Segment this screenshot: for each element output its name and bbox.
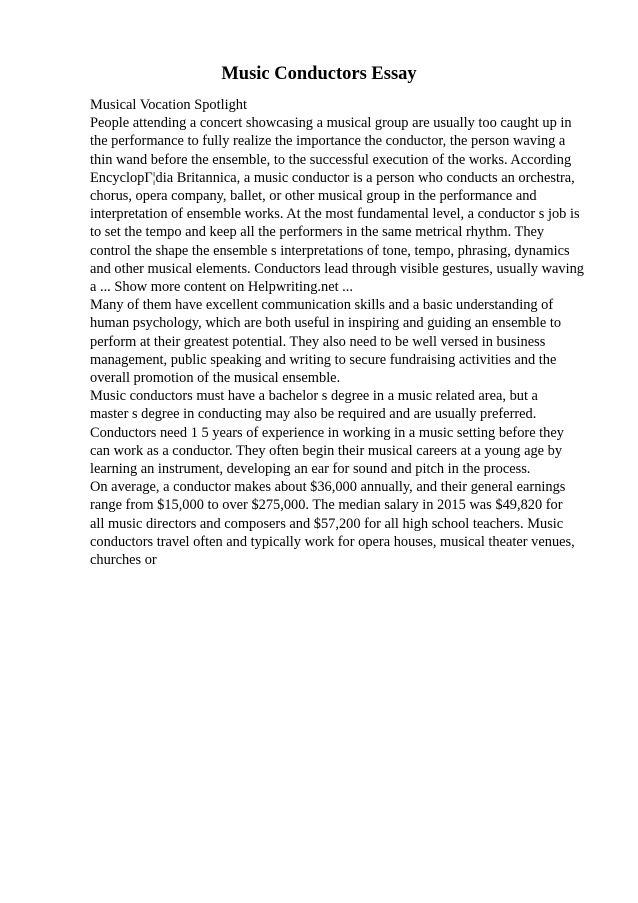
body-line: range from $15,000 to over $275,000. The median salary in 2015 was $49,820 for (90, 497, 563, 514)
body-line: EncyclopГ¦dia Britannica, a music conductor is a person who conducts an orchestra, (90, 169, 575, 186)
body-line: On average, a conductor makes about $36,000 annually, and their general earnings (90, 479, 566, 496)
body-line: overall promotion of the musical ensemble. (90, 370, 341, 387)
body-line: all music directors and composers and $57,200 for all high school teachers. Music (90, 515, 564, 532)
body-line: can work as a conductor. They often begin their musical careers at a young age by (90, 442, 563, 459)
body-line: thin wand before the ensemble, to the successful execution of the works. According (90, 151, 572, 168)
document-title: Music Conductors Essay (221, 64, 417, 84)
body-line: Many of them have excellent communication skills and a basic understanding of (90, 297, 554, 314)
body-line: control the shape the ensemble s interpretations of tone, tempo, phrasing, dynamics (90, 242, 570, 259)
body-line: Conductors need 1 5 years of experience in working in a music setting before they (90, 424, 564, 441)
body-line: to set the tempo and keep all the performers in the same metrical rhythm. They (90, 224, 545, 241)
body-line: human psychology, which are both useful in inspiring and guiding an ensemble to (90, 315, 562, 332)
body-line: a ... Show more content on Helpwriting.net ... (90, 279, 353, 296)
body-line: master s degree in conducting may also be required and are usually preferred. (90, 406, 537, 423)
body-line: churches or (90, 552, 157, 569)
body-line: chorus, opera company, ballet, or other musical group in the performance and (90, 188, 537, 205)
body-line: Musical Vocation Spotlight (90, 97, 247, 113)
body-line: perform at their greatest potential. They also need to be well versed in business (90, 333, 546, 350)
body-line: and other musical elements. Conductors lead through visible gestures, usually waving (90, 260, 584, 277)
body-line: People attending a concert showcasing a musical group are usually too caught up in (90, 115, 572, 132)
body-line: conductors travel often and typically work for opera houses, musical theater venues, (90, 533, 575, 550)
body-line: interpretation of ensemble works. At the most fundamental level, a conductor s job is (90, 206, 580, 223)
body-line: learning an instrument, developing an ear for sound and pitch in the process. (90, 461, 531, 478)
body-line: the performance to fully realize the importance the conductor, the person waving a (90, 133, 566, 150)
body-line: management, public speaking and writing to secure fundraising activities and the (90, 351, 557, 368)
document-body (90, 96, 610, 569)
body-line: Music conductors must have a bachelor s degree in a music related area, but a (90, 388, 538, 405)
